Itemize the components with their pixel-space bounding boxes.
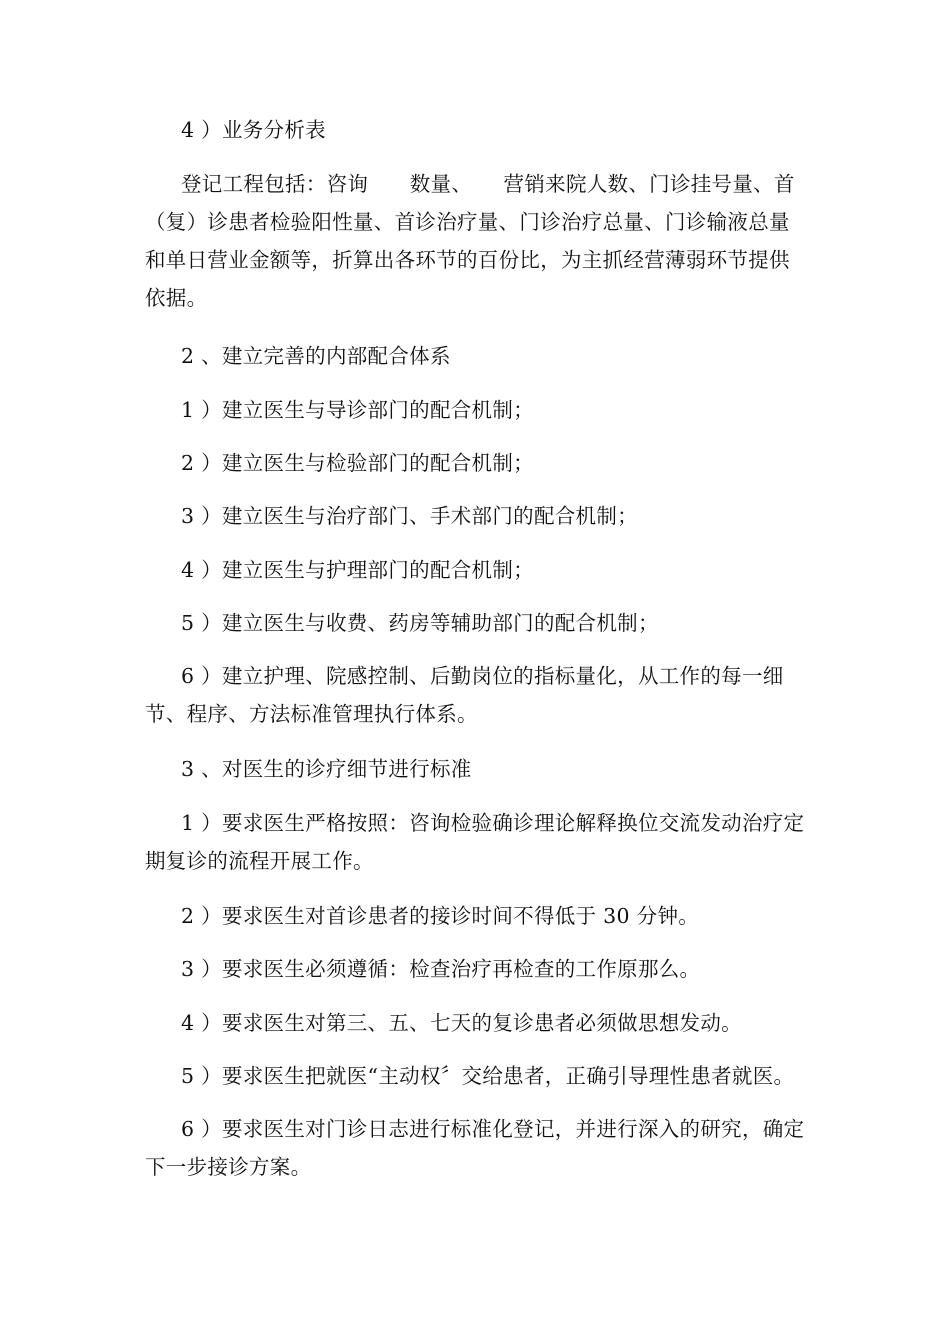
list-item-lab-coordination: 2 ）建立医生与检验部门的配合机制； xyxy=(181,451,534,475)
list-item-reception-time: 2 ）要求医生对首诊患者的接诊时间不得低于 30 分钟。 xyxy=(181,904,700,928)
section-heading-internal-coordination: 2 、建立完善的内部配合体系 xyxy=(181,344,451,368)
list-item-guide-coordination: 1 ）建立医生与导诊部门的配合机制； xyxy=(181,398,534,422)
list-item-workflow: 1 ）要求医生严格按照：咨询检验确诊理论解释换位交流发动治疗定期复诊的流程开展工作。 xyxy=(145,811,805,873)
list-item-initiative: 5 ）要求医生把就医“主动权〞交给患者，正确引导理性患者就医。 xyxy=(181,1064,795,1088)
list-item-check-principle: 3 ）要求医生必须遵循：检查治疗再检查的工作原那么。 xyxy=(181,957,701,981)
list-item-auxiliary-coordination: 5 ）建立医生与收费、药房等辅助部门的配合机制； xyxy=(181,611,659,635)
paragraph-registration-items: 登记工程包括：咨询 数量、 营销来院人数、门诊挂号量、首（复）诊患者检验阳性量、首诊治疗量、门诊治疗总量、门诊输液总量和单日营业金额等，折算出各环节的百份比，为主抓经营薄弱环节提供依据。 xyxy=(145,172,795,310)
list-item-follow-up: 4 ）要求医生对第三、五、七天的复诊患者必须做思想发动。 xyxy=(181,1011,742,1035)
section-heading-diagnosis-standards: 3 、对医生的诊疗细节进行标准 xyxy=(181,757,472,781)
list-item-treatment-coordination: 3 ）建立医生与治疗部门、手术部门的配合机制； xyxy=(181,504,638,528)
section-heading-business-analysis: 4 ）业务分析表 xyxy=(181,118,326,142)
list-item-indicator-quantification: 6 ）建立护理、院感控制、后勤岗位的指标量化，从工作的每一细节、程序、方法标准管理执行体系。 xyxy=(145,664,784,726)
list-item-outpatient-log: 6 ）要求医生对门诊日志进行标准化登记，并进行深入的研究，确定下一步接诊方案。 xyxy=(145,1117,805,1179)
list-item-nursing-coordination: 4 ）建立医生与护理部门的配合机制； xyxy=(181,558,534,582)
